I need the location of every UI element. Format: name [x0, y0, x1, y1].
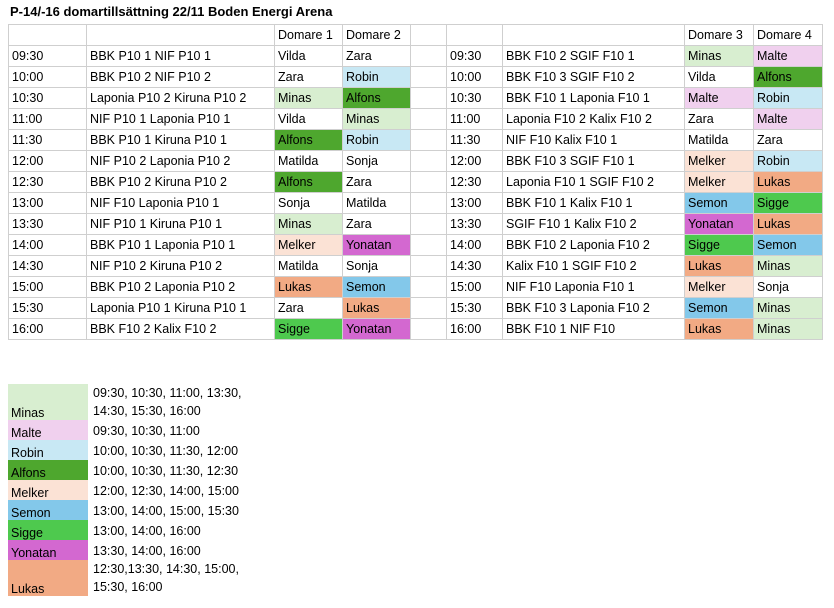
legend-times [88, 440, 245, 460]
time-cell[interactable]: 12:00 [9, 151, 87, 172]
legend-times [88, 560, 245, 596]
referee-b-cell[interactable]: Zara [754, 130, 823, 151]
match-cell[interactable]: BBK P10 1 Laponia P10 1 [87, 235, 275, 256]
referee-b-cell[interactable]: Alfons [754, 67, 823, 88]
schedule-row [9, 298, 447, 319]
referee-a-cell[interactable]: Minas [275, 88, 343, 109]
schedule-row [9, 88, 447, 109]
referee-a-cell[interactable]: Zara [275, 67, 343, 88]
match-cell[interactable]: BBK F10 2 SGIF F10 1 [503, 46, 685, 67]
legend-times-line: 09:30, 10:30, 11:00 [93, 424, 200, 438]
time-cell[interactable]: 13:00 [447, 193, 503, 214]
match-cell[interactable]: BBK F10 1 Kalix F10 1 [503, 193, 685, 214]
referee-a-cell[interactable]: Semon [685, 298, 754, 319]
match-cell[interactable]: NIF F10 Kalix F10 1 [503, 130, 685, 151]
schedule-row [9, 151, 447, 172]
match-cell[interactable]: BBK P10 2 Kiruna P10 2 [87, 172, 275, 193]
referee-b-cell[interactable]: Lukas [343, 298, 411, 319]
legend-row [8, 480, 245, 500]
schedule-row [447, 88, 823, 109]
referee-a-cell[interactable]: Melker [275, 235, 343, 256]
match-cell[interactable]: BBK P10 2 Laponia P10 2 [87, 277, 275, 298]
time-cell[interactable]: 14:00 [447, 235, 503, 256]
legend-row [8, 500, 245, 520]
header-referee-a[interactable]: Domare 3 [685, 25, 754, 46]
match-cell[interactable]: BBK F10 3 SGIF F10 1 [503, 151, 685, 172]
referee-b-cell[interactable]: Minas [754, 256, 823, 277]
match-cell[interactable]: BBK F10 3 Laponia F10 2 [503, 298, 685, 319]
referee-a-cell[interactable]: Minas [275, 214, 343, 235]
spacer-cell[interactable] [411, 319, 447, 340]
time-cell[interactable]: 12:00 [447, 151, 503, 172]
referee-a-cell[interactable]: Lukas [685, 256, 754, 277]
match-cell[interactable]: SGIF F10 1 Kalix F10 2 [503, 214, 685, 235]
match-cell[interactable]: BBK F10 2 Kalix F10 2 [87, 319, 275, 340]
referee-a-cell[interactable]: Vilda [685, 67, 754, 88]
match-cell[interactable]: Laponia P10 1 Kiruna P10 1 [87, 298, 275, 319]
legend-row [8, 420, 245, 440]
legend-referee-name: Lukas [8, 560, 88, 596]
match-cell[interactable]: Laponia F10 1 SGIF F10 2 [503, 172, 685, 193]
referee-b-cell[interactable]: Zara [343, 46, 411, 67]
referee-b-cell[interactable]: Robin [754, 151, 823, 172]
legend-times-line: 14:30, 15:30, 16:00 [93, 404, 201, 418]
legend-referee-name: Malte [8, 420, 88, 440]
time-cell[interactable]: 16:00 [447, 319, 503, 340]
referee-b-cell[interactable]: Semon [754, 235, 823, 256]
legend-referee-name: Yonatan [8, 540, 88, 560]
header-row [447, 25, 823, 46]
time-cell[interactable]: 15:30 [9, 298, 87, 319]
referee-a-cell[interactable]: Melker [685, 172, 754, 193]
legend-times-line: 10:00, 10:30, 11:30, 12:30 [93, 464, 239, 478]
referee-a-cell[interactable]: Matilda [685, 130, 754, 151]
header-row [9, 25, 447, 46]
legend-times-line: 13:00, 14:00, 16:00 [93, 524, 201, 538]
schedule-row [447, 256, 823, 277]
referee-b-cell[interactable]: Zara [343, 214, 411, 235]
referee-legend [8, 384, 245, 596]
schedule-row [9, 256, 447, 277]
time-cell[interactable]: 10:30 [447, 88, 503, 109]
time-cell[interactable]: 10:00 [447, 67, 503, 88]
header-referee-b[interactable]: Domare 2 [343, 25, 411, 46]
time-cell[interactable]: 10:30 [9, 88, 87, 109]
legend-times [88, 520, 245, 540]
legend-times [88, 540, 245, 560]
header-empty-time[interactable] [9, 25, 87, 46]
time-cell[interactable]: 12:30 [447, 172, 503, 193]
legend-row [8, 560, 245, 596]
match-cell[interactable]: BBK P10 1 NIF P10 1 [87, 46, 275, 67]
time-cell[interactable]: 15:30 [447, 298, 503, 319]
spacer-cell[interactable] [411, 193, 447, 214]
time-cell[interactable]: 15:00 [9, 277, 87, 298]
referee-b-cell[interactable]: Robin [343, 130, 411, 151]
schedule-row [447, 235, 823, 256]
referee-b-cell[interactable]: Matilda [343, 193, 411, 214]
legend-times [88, 480, 245, 500]
referee-b-cell[interactable]: Minas [754, 319, 823, 340]
legend-times [88, 420, 245, 440]
referee-a-cell[interactable]: Vilda [275, 109, 343, 130]
match-cell[interactable]: NIF P10 2 Laponia P10 2 [87, 151, 275, 172]
match-cell[interactable]: NIF P10 2 Kiruna P10 2 [87, 256, 275, 277]
referee-b-cell[interactable]: Sonja [343, 256, 411, 277]
spacer-cell[interactable] [411, 25, 447, 46]
legend-row [8, 540, 245, 560]
referee-b-cell[interactable]: Zara [343, 172, 411, 193]
referee-a-cell[interactable]: Minas [685, 46, 754, 67]
schedule-row [9, 214, 447, 235]
time-cell[interactable]: 09:30 [447, 46, 503, 67]
match-cell[interactable]: Laponia P10 2 Kiruna P10 2 [87, 88, 275, 109]
time-cell[interactable]: 14:00 [9, 235, 87, 256]
referee-b-cell[interactable]: Semon [343, 277, 411, 298]
match-cell[interactable]: BBK P10 1 Kiruna P10 1 [87, 130, 275, 151]
referee-a-cell[interactable]: Sigge [275, 319, 343, 340]
referee-a-cell[interactable]: Melker [685, 277, 754, 298]
schedule-row [9, 46, 447, 67]
referee-a-cell[interactable]: Sonja [275, 193, 343, 214]
referee-a-cell[interactable]: Zara [275, 298, 343, 319]
legend-row [8, 460, 245, 480]
sheet-title: P-14/-16 domartillsättning 22/11 Boden Energi Arena [10, 4, 333, 19]
legend-referee-name: Sigge [8, 520, 88, 540]
match-cell[interactable]: Kalix F10 1 SGIF F10 2 [503, 256, 685, 277]
referee-a-cell[interactable]: Matilda [275, 151, 343, 172]
referee-b-cell[interactable]: Yonatan [343, 319, 411, 340]
referee-a-cell[interactable]: Semon [685, 193, 754, 214]
schedule-row [447, 130, 823, 151]
referee-a-cell[interactable]: Lukas [685, 319, 754, 340]
spacer-cell[interactable] [411, 151, 447, 172]
legend-times-line: 12:30,13:30, 14:30, 15:00, [93, 562, 239, 576]
schedule-row [9, 193, 447, 214]
legend-times-line: 12:00, 12:30, 14:00, 15:00 [93, 484, 239, 498]
schedule-row [447, 193, 823, 214]
time-cell[interactable]: 11:30 [9, 130, 87, 151]
referee-b-cell[interactable]: Robin [754, 88, 823, 109]
header-referee-a[interactable]: Domare 1 [275, 25, 343, 46]
legend-times-line: 09:30, 10:30, 11:00, 13:30, [93, 386, 242, 400]
legend-referee-name: Alfons [8, 460, 88, 480]
time-cell[interactable]: 12:30 [9, 172, 87, 193]
referee-a-cell[interactable]: Matilda [275, 256, 343, 277]
referee-a-cell[interactable]: Zara [685, 109, 754, 130]
spacer-cell[interactable] [411, 298, 447, 319]
legend-times-line: 15:30, 16:00 [93, 580, 163, 594]
spacer-cell[interactable] [411, 88, 447, 109]
spacer-cell[interactable] [411, 67, 447, 88]
referee-b-cell[interactable]: Sonja [754, 277, 823, 298]
legend-row [8, 440, 245, 460]
legend-times [88, 500, 245, 520]
spacer-cell[interactable] [411, 235, 447, 256]
match-cell[interactable]: NIF P10 1 Kiruna P10 1 [87, 214, 275, 235]
schedule-row [447, 46, 823, 67]
time-cell[interactable]: 14:30 [447, 256, 503, 277]
legend-referee-name: Semon [8, 500, 88, 520]
match-cell[interactable]: Laponia F10 2 Kalix F10 2 [503, 109, 685, 130]
legend-referee-name: Minas [8, 384, 88, 420]
schedule-row [447, 151, 823, 172]
time-cell[interactable]: 16:00 [9, 319, 87, 340]
header-empty-time[interactable] [447, 25, 503, 46]
legend-row [8, 520, 245, 540]
time-cell[interactable]: 09:30 [9, 46, 87, 67]
legend-times-line: 13:00, 14:00, 15:00, 15:30 [93, 504, 239, 518]
referee-b-cell[interactable]: Lukas [754, 214, 823, 235]
schedule-row [447, 109, 823, 130]
legend-referee-name: Melker [8, 480, 88, 500]
time-cell[interactable]: 13:30 [9, 214, 87, 235]
referee-a-cell[interactable]: Sigge [685, 235, 754, 256]
referee-a-cell[interactable]: Melker [685, 151, 754, 172]
match-cell[interactable]: NIF F10 Laponia F10 1 [503, 277, 685, 298]
schedule-row [447, 277, 823, 298]
header-empty-match[interactable] [87, 25, 275, 46]
match-cell[interactable]: BBK F10 1 NIF F10 [503, 319, 685, 340]
schedule-row [9, 319, 447, 340]
time-cell[interactable]: 13:30 [447, 214, 503, 235]
spacer-cell[interactable] [411, 109, 447, 130]
schedule-row [9, 109, 447, 130]
referee-b-cell[interactable]: Sonja [343, 151, 411, 172]
referee-b-cell[interactable]: Malte [754, 46, 823, 67]
schedule-row [9, 172, 447, 193]
referee-b-cell[interactable]: Minas [754, 298, 823, 319]
time-cell[interactable]: 13:00 [9, 193, 87, 214]
schedule-row [447, 172, 823, 193]
referee-a-cell[interactable]: Lukas [275, 277, 343, 298]
match-cell[interactable]: BBK F10 3 SGIF F10 2 [503, 67, 685, 88]
time-cell[interactable]: 15:00 [447, 277, 503, 298]
legend-times [88, 384, 245, 420]
referee-a-cell[interactable]: Yonatan [685, 214, 754, 235]
schedule-row [447, 319, 823, 340]
legend-times-line: 13:30, 14:00, 16:00 [93, 544, 201, 558]
referee-b-cell[interactable]: Sigge [754, 193, 823, 214]
match-cell[interactable]: BBK F10 1 Laponia F10 1 [503, 88, 685, 109]
time-cell[interactable]: 11:00 [447, 109, 503, 130]
schedule-row [9, 67, 447, 88]
schedule-row [447, 298, 823, 319]
schedule-row [447, 67, 823, 88]
spacer-cell[interactable] [411, 214, 447, 235]
time-cell[interactable]: 11:00 [9, 109, 87, 130]
referee-a-cell[interactable]: Malte [685, 88, 754, 109]
legend-referee-name: Robin [8, 440, 88, 460]
legend-row [8, 384, 245, 420]
schedule-row [447, 214, 823, 235]
referee-b-cell[interactable]: Lukas [754, 172, 823, 193]
match-cell[interactable]: BBK F10 2 Laponia F10 2 [503, 235, 685, 256]
time-cell[interactable]: 10:00 [9, 67, 87, 88]
spacer-cell[interactable] [411, 130, 447, 151]
referee-a-cell[interactable]: Alfons [275, 172, 343, 193]
match-cell[interactable]: NIF F10 Laponia P10 1 [87, 193, 275, 214]
time-cell[interactable]: 14:30 [9, 256, 87, 277]
referee-b-cell[interactable]: Robin [343, 67, 411, 88]
referee-b-cell[interactable]: Malte [754, 109, 823, 130]
referee-b-cell[interactable]: Minas [343, 109, 411, 130]
legend-times [88, 460, 245, 480]
legend-times-line: 10:00, 10:30, 11:30, 12:00 [93, 444, 239, 458]
schedule-row [9, 235, 447, 256]
header-referee-b[interactable]: Domare 4 [754, 25, 823, 46]
spacer-cell[interactable] [411, 277, 447, 298]
referee-a-cell[interactable]: Vilda [275, 46, 343, 67]
schedule-row [9, 130, 447, 151]
spacer-cell[interactable] [411, 172, 447, 193]
match-cell[interactable]: NIF P10 1 Laponia P10 1 [87, 109, 275, 130]
spacer-cell[interactable] [411, 46, 447, 67]
schedule-table-left [8, 24, 447, 340]
schedule-row [9, 277, 447, 298]
referee-b-cell[interactable]: Alfons [343, 88, 411, 109]
header-empty-match[interactable] [503, 25, 685, 46]
spacer-cell[interactable] [411, 256, 447, 277]
referee-a-cell[interactable]: Alfons [275, 130, 343, 151]
match-cell[interactable]: BBK P10 2 NIF P10 2 [87, 67, 275, 88]
referee-b-cell[interactable]: Yonatan [343, 235, 411, 256]
time-cell[interactable]: 11:30 [447, 130, 503, 151]
schedule-table-right [446, 24, 823, 340]
